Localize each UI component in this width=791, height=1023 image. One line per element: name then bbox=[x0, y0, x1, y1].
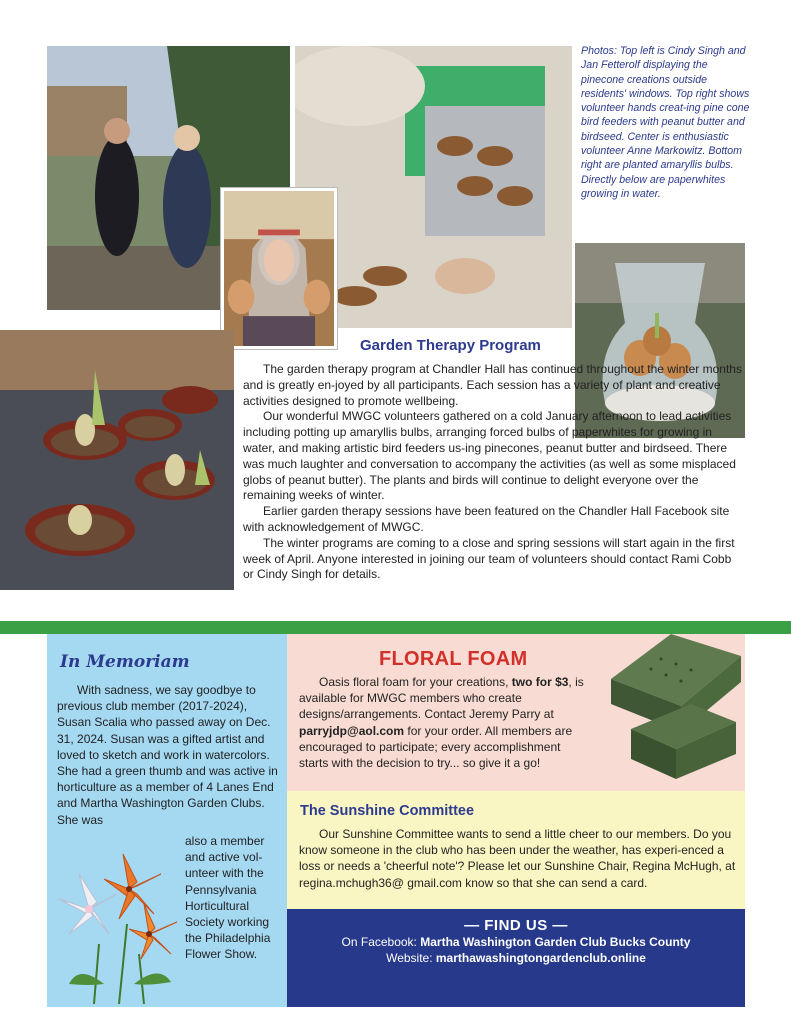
lily-illustration bbox=[49, 834, 185, 1004]
floral-foam-title: FLORAL FOAM bbox=[379, 648, 528, 670]
in-memoriam-text-main: With sadness, we say goodbye to previous club member (2017-2024), Susan Scalia who passed away on Dec. 31, 2024. Susan was a gifted artist and loved to sketch and work in watercolors. She had a green thumb and was active in horticulture as a member of 4 Lanes End and Martha Washington Garden Clubs. She was bbox=[57, 683, 278, 827]
anne-markowitz-photo bbox=[221, 188, 337, 349]
in-memoriam-text bbox=[57, 682, 281, 828]
floral-foam-price: two for $3 bbox=[511, 675, 569, 689]
floral-foam-text-2: , is available for MWGC members who create designs/arrangements. Contact Jeremy Parry at bbox=[299, 675, 584, 722]
garden-therapy-paragraph: Our wonderful MWGC volunteers gathered on a cold January afternoon to lead activities including potting up amaryllis bulbs, arranging forced bulbs of paperwhites for growing in water, and making artistic bird feeders us-ing pinecones, peanut butter and birdseed. There was much laughter and conversation to accompany the activities (as well as some misplaced globs of peanut butter). The plants and birds will continue to delight everyone over the remaining weeks of winter. bbox=[243, 409, 736, 503]
photo-caption: Photos: Top left is Cindy Singh and Jan Fetterolf displaying the pinecone creations outside residents' windows. Top right shows volunteer hands creat-ing pine cone bird feeders with peanut butter and birdseed. Center is enthusiastic volunteer Anne Markowitz. Bottom right are planted amaryllis bulbs. Directly below are paperwhites growing in water. bbox=[581, 45, 750, 200]
facebook-label: On Facebook: bbox=[341, 935, 421, 949]
floral-foam-box bbox=[287, 634, 745, 791]
amaryllis-bulbs-photo bbox=[0, 330, 234, 590]
find-us-website bbox=[287, 950, 745, 966]
sunshine-committee-title: The Sunshine Committee bbox=[300, 803, 475, 819]
in-memoriam-text-side: also a member and active vol-unteer with the Pennsylvania Horticultural Society working the Philadelphia Flower Show. bbox=[185, 834, 271, 962]
garden-therapy-paragraph: Earlier garden therapy sessions have been featured on the Chandler Hall Facebook site with acknowledgement of MWGC. bbox=[243, 504, 730, 534]
section-divider bbox=[0, 621, 791, 634]
garden-therapy-title: Garden Therapy Program bbox=[360, 337, 541, 354]
find-us-box bbox=[287, 909, 745, 1007]
website-label: Website: bbox=[386, 951, 436, 965]
in-memoriam-box bbox=[47, 634, 287, 1007]
garden-therapy-body bbox=[243, 362, 743, 583]
facebook-link[interactable]: Martha Washington Garden Club Bucks County bbox=[420, 935, 691, 949]
floral-foam-text bbox=[299, 674, 587, 771]
sunshine-committee-body: Our Sunshine Committee wants to send a little cheer to our members. Do you know someone in the club who has been under the weather, has experi-enced a loss or needs a 'cheerful note'? Please let our Sunshine Chair, Regina McHugh, at regina.mchugh36@ gmail.com know so that she can send a card. bbox=[299, 827, 736, 890]
website-link[interactable]: marthawashingtongardenclub.online bbox=[435, 951, 646, 965]
floral-foam-text-3: for your order. All members are encouraged to participate; every accomplishment starts with the decision to try... so give it a go! bbox=[299, 723, 573, 771]
sunshine-committee-text bbox=[299, 826, 739, 891]
floral-foam-text-1: Oasis floral foam for your creations, bbox=[319, 675, 512, 689]
in-memoriam-title: In Memoriam bbox=[60, 652, 190, 672]
floral-foam-bricks-image bbox=[601, 634, 745, 779]
find-us-facebook bbox=[287, 934, 745, 950]
find-us-title: — FIND US — bbox=[464, 917, 568, 934]
sunshine-committee-box bbox=[287, 791, 745, 909]
floral-foam-email[interactable]: parryjdp@aol.com bbox=[299, 723, 405, 738]
garden-therapy-paragraph: The winter programs are coming to a close and spring sessions will start again in the first week of April. Anyone interested in joining our team of volunteers should contact Rami Cobb or Cindy Singh for details. bbox=[243, 535, 735, 582]
garden-therapy-paragraph: The garden therapy program at Chandler Hall has continued throughout the winter months and is greatly en-joyed by all participants. Each session has a variety of plant and creative activities designed to promote wellbeing. bbox=[243, 362, 742, 408]
